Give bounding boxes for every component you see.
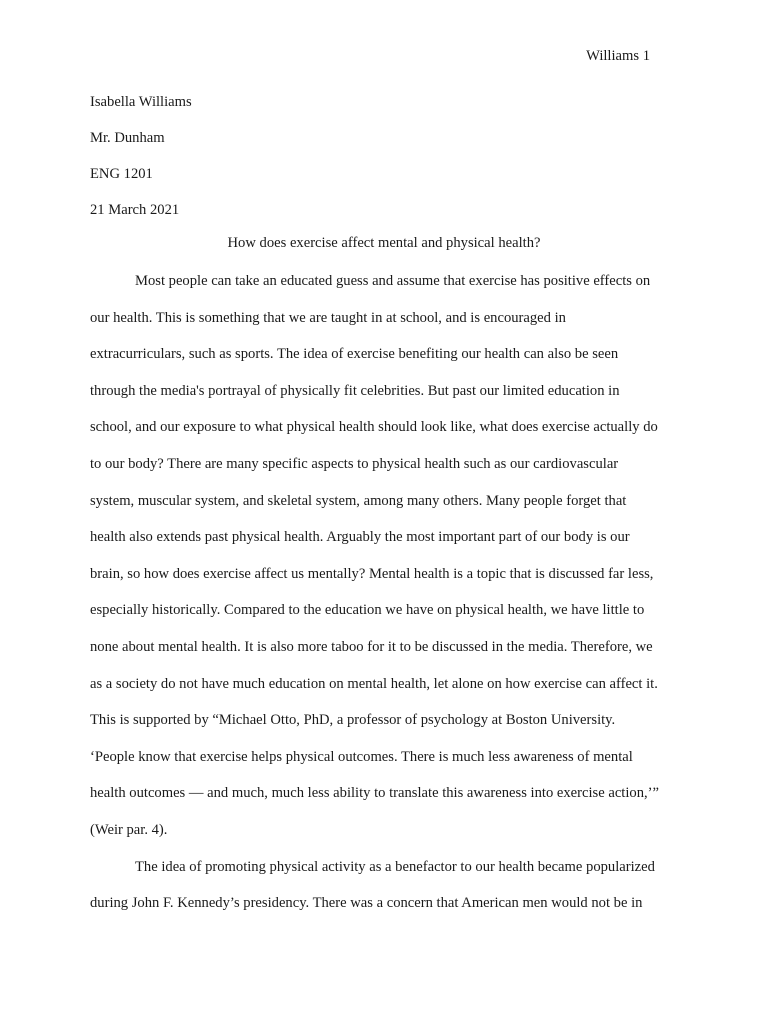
paragraph-1-line-5: school, and our exposure to what physical health should look like, what does exercise actually do	[90, 419, 658, 436]
essay-date: 21 March 2021	[90, 202, 180, 218]
paragraph-1-line-4: through the media's portrayal of physically fit celebrities. But past our limited education in	[90, 382, 620, 399]
paragraph-1-line-16: (Weir par. 4).	[90, 821, 168, 838]
paragraph-1-line-14: ‘People know that exercise helps physical outcomes. There is much less awareness of mental	[90, 748, 633, 765]
paragraph-1-line-2: our health. This is something that we are taught in at school, and is encouraged in	[90, 309, 566, 326]
paragraph-1-line-6: to our body? There are many specific aspects to physical health such as our cardiovascular	[90, 455, 619, 472]
paragraph-1-line-11: none about mental health. It is also more taboo for it to be discussed in the media. Therefore, we	[90, 638, 653, 655]
course-code: ENG 1201	[90, 166, 153, 182]
running-head: Williams 1	[586, 48, 650, 64]
essay-body	[90, 272, 690, 931]
paragraph-1-line-9: brain, so how does exercise affect us mentally? Mental health is a topic that is discussed far less,	[90, 565, 654, 582]
paragraph-1-line-12: as a society do not have much education on mental health, let alone on how exercise can affect it.	[90, 675, 658, 692]
author-name: Isabella Williams	[90, 94, 192, 110]
paragraph-1-line-10: especially historically. Compared to the education we have on physical health, we have little to	[90, 602, 645, 619]
instructor-name: Mr. Dunham	[90, 130, 165, 146]
paragraph-1-line-7: system, muscular system, and skeletal system, among many others. Many people forget that	[90, 492, 627, 509]
paragraph-1-line-13: This is supported by “Michael Otto, PhD, a professor of psychology at Boston University.	[90, 712, 616, 729]
paragraph-1-line-15: health outcomes — and much, much less ability to translate this awareness into exercise action,’”	[90, 785, 659, 802]
essay-title: How does exercise affect mental and physical health?	[227, 235, 541, 251]
paragraph-2-line-1: The idea of promoting physical activity as a benefactor to our health became popularized	[135, 858, 655, 875]
paragraph-1-line-8: health also extends past physical health. Arguably the most important part of our body is our	[90, 529, 630, 546]
paragraph-1-line-1: Most people can take an educated guess and assume that exercise has positive effects on	[135, 273, 651, 289]
paragraph-2-line-2: during John F. Kennedy’s presidency. There was a concern that American men would not be in	[90, 895, 643, 912]
paragraph-1-line-3: extracurriculars, such as sports. The idea of exercise benefiting our health can also be seen	[90, 346, 619, 363]
